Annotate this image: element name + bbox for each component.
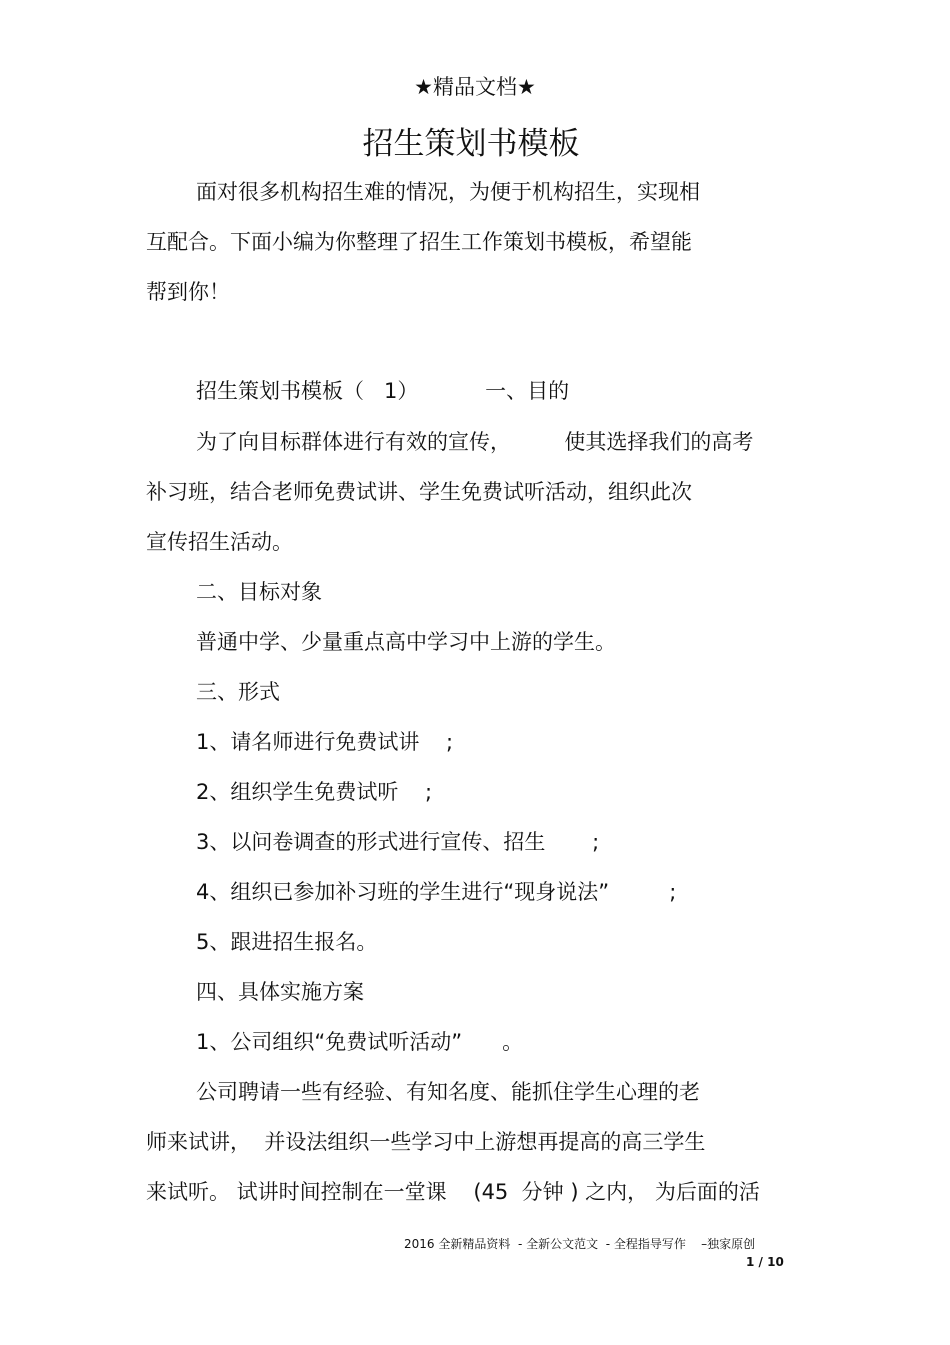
list-item: 2、组织学生免费试听 ; bbox=[196, 780, 433, 804]
paragraph-line: 来试听。 试讲时间控制在一堂课 (45 分钟 ) 之内， 为后面的活 bbox=[146, 1180, 760, 1204]
paragraph-line: 帮到你！ bbox=[146, 280, 230, 304]
list-item: 4、组织已参加补习班的学生进行“现身说法” ; bbox=[196, 880, 677, 904]
list-item: 1、请名师进行免费试讲 ; bbox=[196, 730, 454, 754]
paragraph-line: 面对很多机构招生难的情况，为便于机构招生，实现相 bbox=[196, 180, 700, 204]
section-heading: 招生策划书模板（ 1） 一、目的 bbox=[196, 379, 570, 403]
paragraph-line: 互配合。下面小编为你整理了招生工作策划书模板，希望能 bbox=[146, 230, 692, 254]
section-heading: 四、具体实施方案 bbox=[196, 980, 364, 1004]
paragraph-line: 普通中学、少量重点高中学习中上游的学生。 bbox=[196, 630, 616, 654]
paragraph-line: 宣传招生活动。 bbox=[146, 530, 293, 554]
header-mark: ★精品文档★ bbox=[414, 75, 536, 99]
list-item: 1、公司组织“免费试听活动” 。 bbox=[196, 1030, 524, 1054]
page-number: 1 / 10 bbox=[746, 1255, 784, 1269]
section-heading: 二、目标对象 bbox=[196, 580, 322, 604]
paragraph-line: 师来试讲， 并设法组织一些学习中上游想再提高的高三学生 bbox=[146, 1130, 706, 1154]
list-item: 3、以问卷调查的形式进行宣传、招生 ; bbox=[196, 830, 600, 854]
footer-text: 2016 全新精品资料 - 全新公文范文 - 全程指导写作 –独家原创 bbox=[404, 1237, 756, 1251]
list-item: 5、跟进招生报名。 bbox=[196, 930, 378, 954]
paragraph-line: 为了向目标群体进行有效的宣传， 使其选择我们的高考 bbox=[196, 430, 754, 454]
paragraph-line: 公司聘请一些有经验、有知名度、能抓住学生心理的老 bbox=[196, 1080, 700, 1104]
paragraph-line: 补习班，结合老师免费试讲、学生免费试听活动，组织此次 bbox=[146, 480, 692, 504]
page-title: 招生策划书模板 bbox=[362, 126, 580, 162]
section-heading: 三、形式 bbox=[196, 680, 280, 704]
